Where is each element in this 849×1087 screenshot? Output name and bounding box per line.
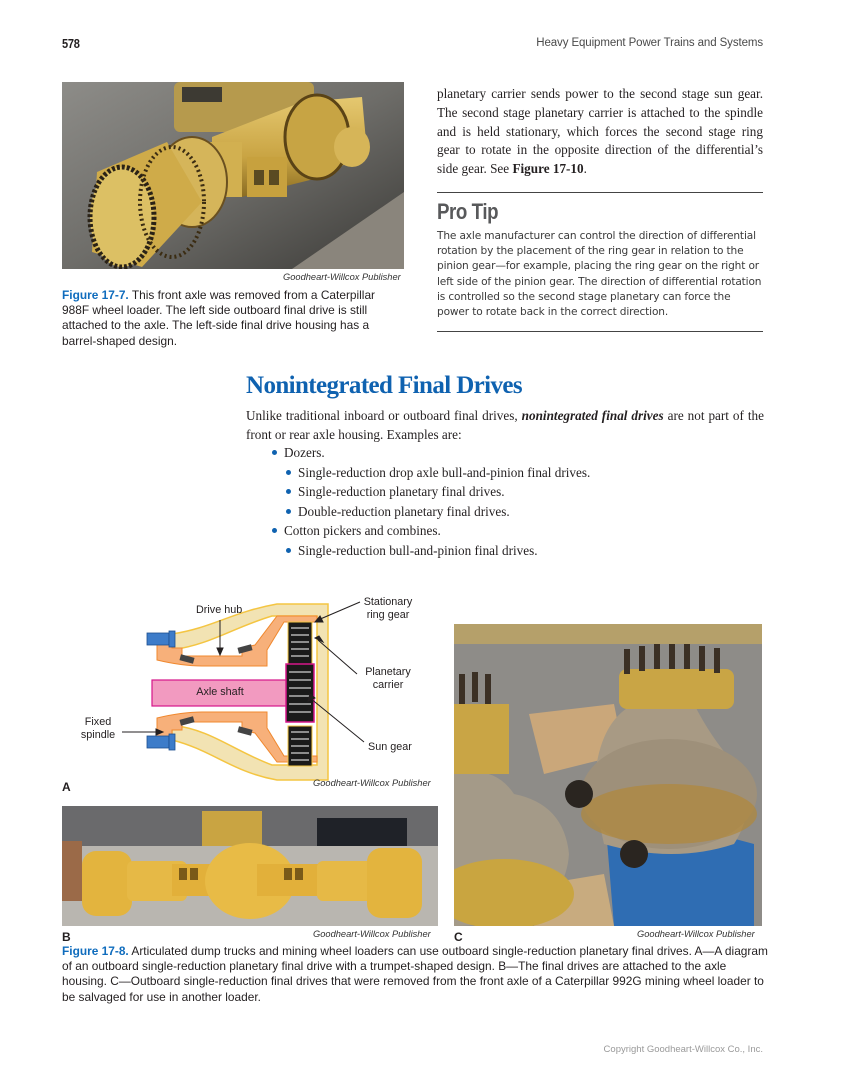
final-drives-on-pallets-illustration [454,624,762,926]
pro-tip-body: The axle manufacturer can control the direction of differential rotation by the placement of the ring gear in relation to the pinion gear—for example, placing the ring gear on the right or left side of the pinion gear. The direction of differential rotation is controlled so the second stage planetary can force the power to rotate back in the correct direction. [437,230,762,319]
label-line: Fixed [84,716,112,728]
label-line: ring gear [366,609,410,621]
label-line: Stationary [363,596,413,608]
panel-a-credit: Goodheart-Willcox Publisher [313,778,431,788]
list-item-text: Cotton pickers and combines. [284,523,441,539]
bullet-icon [272,450,277,455]
label-fixed-spindle [74,716,122,742]
section-heading: Nonintegrated Final Drives [246,372,523,399]
label-planetary-carrier [358,666,418,692]
figure-17-8-caption-text: Articulated dump trucks and mining wheel loaders can use outboard single-reduction planetary final drives. A—A diagram of an outboard single-reduction planetary final drive with a trumpet-shaped design. B—The final drives are attached to the axle housing. C—Outboard single-reduction final drives that were removed from the front axle of a Caterpillar 992G mining wheel loader to be salvaged for use in another loader. [62,944,768,1004]
copyright-notice: Copyright Goodheart-Willcox Co., Inc. [603,1044,763,1055]
list-item-text: Single-reduction bull-and-pinion final drives. [298,542,538,558]
label-line: carrier [372,679,404,691]
figure-17-8-panel-c-photo [454,624,762,926]
list-item [246,502,764,522]
key-term: nonintegrated final drives [521,408,664,423]
painted-axle-illustration [62,806,438,926]
section-intro [246,406,764,445]
bullet-icon [272,528,277,533]
panel-c-letter: C [454,930,463,944]
list-item [246,443,764,463]
figure-17-7-photo [62,82,404,269]
figure-17-7-caption [62,288,404,349]
figure-17-8-caption [62,944,772,1005]
panel-b-letter: B [62,930,71,944]
figure-17-7-caption-text: This front axle was removed from a Caterpillar 988F wheel loader. The left side outboard final drive is still attached to the axle. The left-side final drive housing has a barrel-shaped design. [62,288,376,348]
figure-17-8-label: Figure 17-8. [62,944,129,958]
body-paragraph [437,85,763,179]
pro-tip-box [437,192,763,332]
body-paragraph-text: planetary carrier sends power to the second stage sun gear. The second stage planetary carrier is attached to the spindle and is held stationary, which forces the second stage ring gear to rotate in the opposite direction of the differential’s side gear. See [437,86,763,177]
bullet-icon [286,548,291,553]
intro-text-start: Unlike traditional inboard or outboard final drives, [246,408,522,423]
figure-17-8-panel-b-photo [62,806,438,926]
list-item [246,541,764,561]
list-item [246,463,764,483]
pro-tip-title: Pro Tip [437,199,499,224]
label-line: spindle [80,729,116,741]
examples-list [246,443,764,561]
label-stationary-ring-gear [358,596,418,622]
label-sun-gear: Sun gear [368,741,412,753]
list-item-text: Single-reduction planetary final drives. [298,484,505,500]
bullet-icon [286,509,291,514]
list-item-text: Double-reduction planetary final drives. [298,503,510,519]
panel-a-letter: A [62,780,71,794]
bullet-icon [286,489,291,494]
axle-photo-illustration [62,82,404,269]
figure-17-7-label: Figure 17-7. [62,288,129,302]
panel-b-credit: Goodheart-Willcox Publisher [313,929,431,939]
list-item [246,521,764,541]
figure-17-8-panel-a-diagram [62,590,442,790]
list-item-text: Dozers. [284,445,325,460]
bullet-icon [286,470,291,475]
figure-reference-link[interactable]: Figure 17-10 [512,161,584,177]
body-paragraph-end: . [583,161,587,177]
page-number: 578 [62,36,80,51]
intro-text-end: are not part of the front or rear axle housing. Examples are: [246,408,764,443]
list-item [246,482,764,502]
panel-c-credit: Goodheart-Willcox Publisher [637,929,755,939]
label-line: Planetary [365,666,411,678]
label-axle-shaft: Axle shaft [196,686,244,698]
list-item-text: Single-reduction drop axle bull-and-pinion final drives. [298,464,591,480]
figure-17-7-credit: Goodheart-Willcox Publisher [283,272,401,282]
label-drive-hub: Drive hub [196,604,243,616]
running-head: Heavy Equipment Power Trains and Systems [536,37,763,49]
